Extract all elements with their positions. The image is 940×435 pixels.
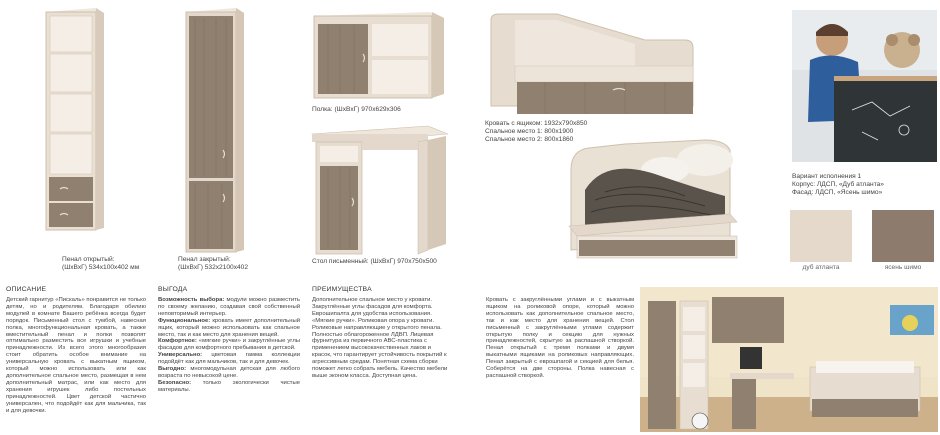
- desk-caption: Стол письменный: (ШхВхГ) 970х750х500: [312, 258, 437, 265]
- description-title: ОПИСАНИЕ: [6, 286, 47, 293]
- benefit-item: Безопасно: только экологически чистые материалы.: [158, 379, 300, 393]
- description-text: Детский гарнитур «Пискаль» понравится не только детям, но и родителям. Благодаря обилию модулей в комнате Вашего ребёнка всегда будет порядок. Письменный стол с тумбой, навесная полка, многофункциональная кровать, а также вместительный пенал и полки позволят оптимально разместить все игрушки и учебные принадлежности. Из всего этого многообразия стоит обратить особое внимание на универсальную кровать с выкатным ящиком, который можно использовать или как дополнительное спальное место, размещая в нем дополнительный матрас, или как место для хранения игрушек либо постельных принадлежностей. Цвет детской частично универсален, что подойдёт как для мальчика, так и для девочки.: [6, 297, 146, 414]
- child-photo: [792, 10, 937, 162]
- benefit-item: Возможность выбора: модули можно разместить по своему желанию, создавая свой собственный неповторимый интерьер.: [158, 297, 300, 317]
- bed-photo: [565, 130, 745, 270]
- variant-facade: Фасад: ЛДСП, «Ясень шимо»: [792, 189, 883, 196]
- benefit-item: Выгодно: многомодульная детская для любого возраста по невысокой цене.: [158, 366, 300, 379]
- closed-case-caption: [178, 256, 288, 272]
- advantages-text: Дополнительное спальное место у кровати. Закруглённые углы фасадов для комфорта. Еврошипалта для удобства использования. «Мягкие ручки». Роликовая опора у кровати. Роликовые направляющие у открытого пенала. Полностью облагороженное ЛДВП. Лицевая фурнитура из первичного АВС-пластика с применением высококачественных лаков и красок, что гарантирует устойчивость покрытий к агрессивным средам. Понятная схема сборки поможет легко собрать мебель. Качество мебели выше эконом класса. Доступная цена.: [312, 297, 448, 379]
- shelf-image: [310, 10, 450, 102]
- closed-case-caption-line-2: (ШхВхГ) 532х2100х402: [178, 264, 249, 271]
- benefit-item: Комфортное: «мягкие ручки» и закруглённые углы фасадов для комфортного пребывания в детской.: [158, 338, 300, 352]
- bed-caption-line-3: Спальное место 2: 800х1860: [485, 136, 574, 143]
- benefit-list: [158, 297, 300, 394]
- bed-caption-line-2: Спальное место 1: 800х1900: [485, 128, 574, 135]
- swatch-oak: [790, 210, 852, 262]
- swatch-oak-label: дуб атланта: [802, 264, 840, 271]
- open-case-caption: [62, 256, 172, 272]
- notes-text: Кровать с закруглёнными углами и с выкатным ящиком на роликовой опоре, который можно использовать как дополнительное спальное место, так и как место для хранения вещей. Стол письменный с закруглёнными углами содержит открытую полку и секцию для нужных принадлежностей, скрытую за распашной створкой. Пенал открытый с тремя полками и двумя выкатными ящиками на роликовых направляющих. Пенал закрытый с еврошпагой и секцией для белья. Соберётся на две стороны. Полка навесная с распашной створкой.: [486, 297, 634, 379]
- bed-image: [485, 10, 700, 118]
- benefit-item: Универсально: цветовая гамма коллекции подойдёт как для мальчиков, так и для девочек.: [158, 352, 300, 366]
- variant-title: Вариант исполнения 1: [792, 173, 862, 180]
- shelf-caption: Полка: (ШхВхГ) 970х629х306: [312, 106, 401, 113]
- bed-caption: [485, 120, 625, 144]
- closed-case-caption-line-1: Пенал закрытый:: [178, 256, 231, 263]
- variant-body: Корпус: ЛДСП, «Дуб атланта»: [792, 181, 884, 188]
- bed-caption-line-1: Кровать с ящиком: 1932х790х850: [485, 120, 588, 127]
- desk-image: [310, 120, 450, 258]
- swatch-ash-label: ясень шимо: [884, 264, 922, 271]
- benefit-title: ВЫГОДА: [158, 286, 188, 293]
- open-case-caption-line-1: Пенал открытый:: [62, 256, 115, 263]
- swatch-ash: [872, 210, 934, 262]
- open-case-image: [40, 8, 110, 233]
- variant-info: [792, 173, 932, 197]
- advantages-title: ПРЕИМУЩЕСТВА: [312, 286, 372, 293]
- open-case-caption-line-2: (ШхВхГ) 534х100х402 мм: [62, 264, 140, 271]
- room-photo: [640, 287, 938, 432]
- benefit-item: Функциональное: кровать имеет дополнительный ящик, который можно использовать как спальное место, так и как место для хранения вещей.: [158, 317, 300, 338]
- closed-case-image: [180, 8, 250, 256]
